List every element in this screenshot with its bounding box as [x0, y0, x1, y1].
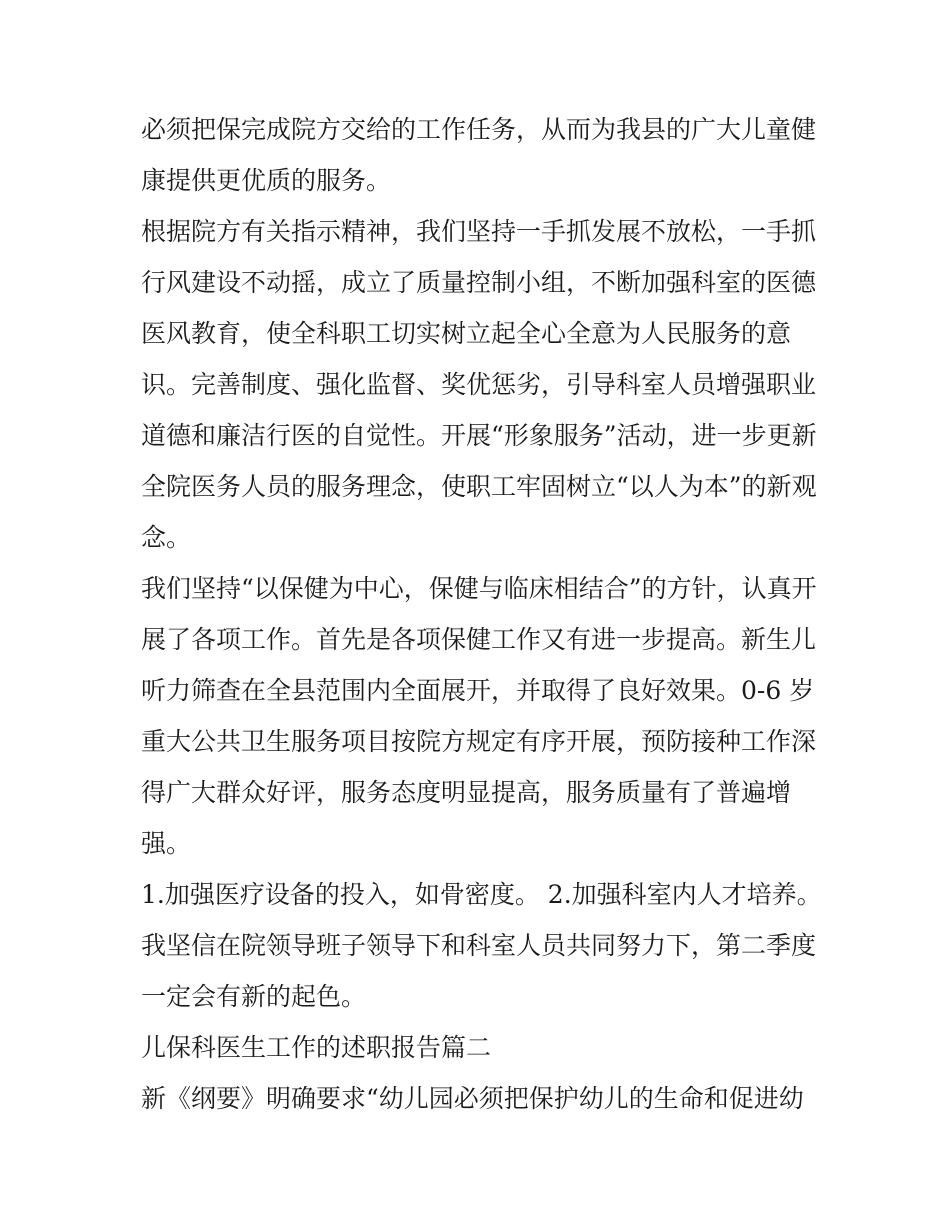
paragraph-1 — [141, 104, 821, 206]
paragraph-4 — [141, 869, 821, 920]
text-line: 我们坚持“以保健为中心，保健与临床相结合”的方针，认真开 — [141, 574, 817, 603]
paragraph-2 — [141, 206, 821, 563]
text-line: 医风教育，使全科职工切实树立起全心全意为人民服务的意 — [141, 319, 792, 348]
text-line: 得广大群众好评，服务态度明显提高，服务质量有了普遍增 — [141, 778, 792, 807]
text-line: 我坚信在院领导班子领导下和科室人员共同努力下，第二季度 — [141, 931, 817, 960]
text-line: 一定会有新的起色。 — [141, 982, 367, 1011]
text-line: 必须把保完成院方交给的工作任务，从而为我县的广大儿童健 — [141, 115, 817, 144]
text-line: 根据院方有关指示精神，我们坚持一手抓发展不放松，一手抓 — [141, 217, 817, 246]
text-line: 念。 — [141, 523, 192, 552]
text-line: 强。 — [141, 829, 192, 858]
paragraph-5 — [141, 920, 821, 1022]
paragraph-3 — [141, 563, 821, 869]
text-line: 儿保科医生工作的述职报告篇二 — [141, 1033, 492, 1062]
text-line: 新《纲要》明确要求“幼儿园必须把保护幼儿的生命和促进幼 — [141, 1084, 804, 1113]
section-heading — [141, 1022, 821, 1073]
text-line: 全院医务人员的服务理念，使职工牢固树立“以人为本”的新观 — [141, 472, 817, 501]
text-line: 展了各项工作。首先是各项保健工作又有进一步提高。新生儿 — [141, 625, 817, 654]
text-line: 康提供更优质的服务。 — [141, 166, 392, 195]
text-line: 识。完善制度、强化监督、奖优惩劣，引导科室人员增强职业 — [141, 370, 817, 399]
text-line: 重大公共卫生服务项目按院方规定有序开展，预防接种工作深 — [141, 727, 817, 756]
text-line: 1.加强医疗设备的投入，如骨密度。 2.加强科室内人才培养。 — [141, 880, 822, 909]
paragraph-6 — [141, 1073, 821, 1124]
text-line: 听力筛查在全县范围内全面展开，并取得了良好效果。0-6 岁 — [141, 676, 815, 705]
document-body — [141, 104, 821, 1124]
text-line: 行风建设不动摇，成立了质量控制小组，不断加强科室的医德 — [141, 268, 817, 297]
text-line: 道德和廉洁行医的自觉性。开展“形象服务”活动，进一步更新 — [141, 421, 817, 450]
